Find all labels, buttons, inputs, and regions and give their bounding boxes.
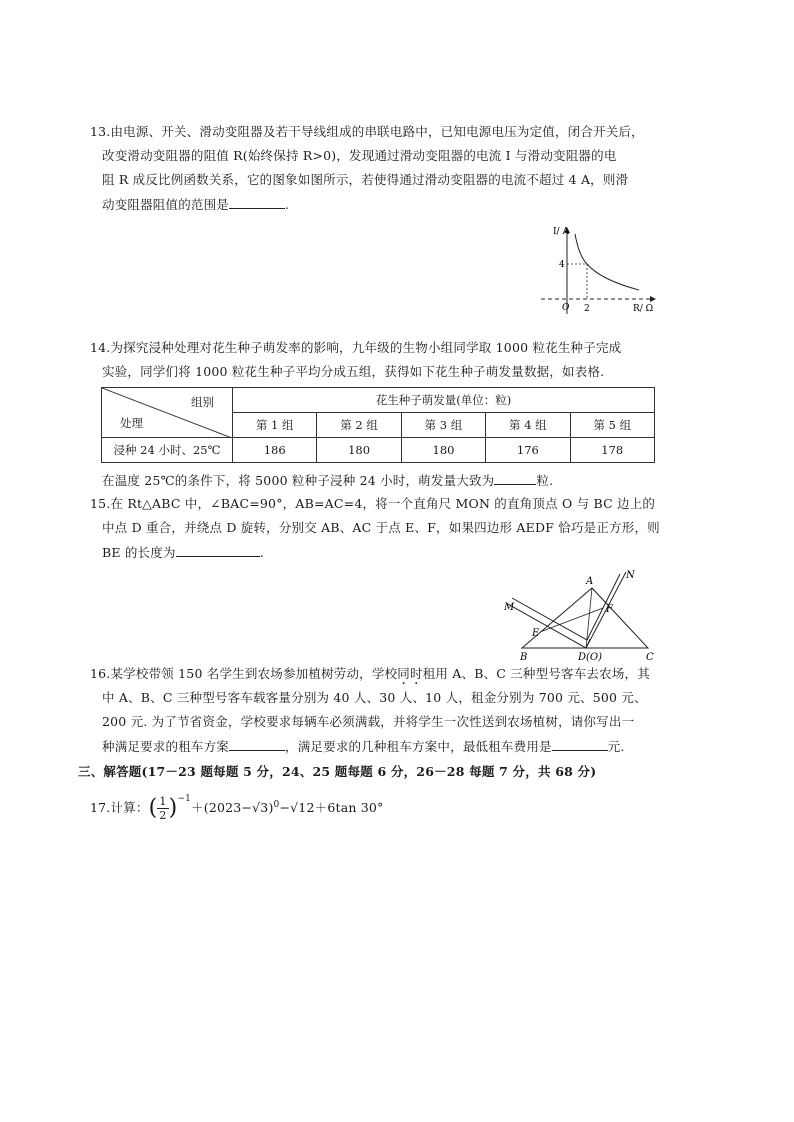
q16-line-3: 200 元. 为了节省资金，学校要求每辆车必须满载，并将学生一次性送到农场植树，请你写出一 <box>102 714 635 729</box>
table-cell: 180 <box>401 438 485 463</box>
label-e: E <box>532 628 540 639</box>
emphasis-char: 时 <box>410 666 423 681</box>
q15-line-3-text: BE 的长度为 <box>102 545 176 560</box>
right-paren: ) <box>168 795 178 821</box>
label-m: M <box>504 602 515 613</box>
row-label: 浸种 24 小时、25℃ <box>102 438 233 463</box>
inverse-proportion-graph <box>535 222 660 318</box>
table-cell: 176 <box>486 438 570 463</box>
fraction-numerator: 1 <box>159 795 167 809</box>
q14-line-1: 14.为探究浸种处理对花生种子萌发率的影响，九年级的生物小组同学取 1000 粒花生种子完成 <box>90 340 622 355</box>
label-do: D(O) <box>578 652 603 663</box>
q15-line-3-end: . <box>259 545 264 560</box>
fraction-denominator: 2 <box>159 809 167 823</box>
q16-line-1 <box>90 664 650 684</box>
q16-line-1-rest: 租用 A、B、C 三种型号客车去农场，其 <box>422 666 650 681</box>
q16-line-1-text: 16.某学校带领 150 名学生到农场参加植树劳动，学校 <box>90 666 398 681</box>
q14-line-3-text: 在温度 25℃的条件下，将 5000 粒种子浸种 24 小时，萌发量大致为 <box>102 473 495 488</box>
column-header: 第 4 组 <box>486 413 570 438</box>
answer-blank <box>229 736 285 751</box>
q13-line-4 <box>102 194 289 215</box>
label-n: N <box>626 570 635 581</box>
germination-table <box>101 387 655 463</box>
column-header: 第 1 组 <box>233 413 317 438</box>
section-3-heading: 三、解答题(17－23 题每题 5 分，24、25 题每题 6 分，26－28 每题 7 分，共 68 分) <box>78 764 597 779</box>
q13-line-1: 13.由电源、开关、滑动变阻器及若干导线组成的串联电路中，已知电源电压为定值，闭合开关后， <box>90 124 644 139</box>
fraction <box>157 795 168 822</box>
q16-line-2: 中 A、B、C 三种型号客车载客量分别为 40 人、30 人、10 人，租金分别为 700 元、500 元、 <box>102 690 647 705</box>
corner-label-treatment: 处理 <box>120 416 143 430</box>
q17-line <box>90 788 384 822</box>
q14-line-3 <box>102 470 553 491</box>
q13-line-3: 阻 R 成反比例函数关系，它的图象如图所示，若使得通过滑动变阻器的电流不超过 4 A，则滑 <box>102 172 629 187</box>
exponent-neg1: −1 <box>177 794 192 804</box>
q16-line-4 <box>102 736 625 757</box>
corner-label-group: 组别 <box>191 395 214 409</box>
q15-line-3 <box>102 542 264 563</box>
q15-line-2: 中点 D 重合，并绕点 D 旋转，分别交 AB、AC 于点 E、F，如果四边形 AEDF 恰巧是正方形，则 <box>102 520 660 535</box>
table-cell: 178 <box>570 438 654 463</box>
table-group-header: 花生种子萌发量(单位：粒) <box>233 388 655 413</box>
table-cell: 180 <box>317 438 401 463</box>
answer-blank <box>494 470 536 485</box>
column-header: 第 2 组 <box>317 413 401 438</box>
q13-line-4-end: . <box>285 197 290 212</box>
q13-line-4-text: 动变阻器阻值的范围是 <box>102 197 230 212</box>
answer-blank <box>552 736 608 751</box>
x-axis-label: R/ Ω <box>633 304 654 314</box>
y-tick-4: 4 <box>559 260 565 270</box>
label-a: A <box>586 576 594 587</box>
q14-line-3-end: 粒. <box>536 473 554 488</box>
triangle-rotation-figure <box>500 568 660 664</box>
table-row <box>102 438 655 463</box>
x-tick-2: 2 <box>584 304 590 314</box>
answer-blank <box>176 542 260 557</box>
q16-line-4-mid: ，满足要求的几种租车方案中，最低租车费用是 <box>285 739 552 754</box>
q15-line-1: 15.在 Rt△ABC 中，∠BAC=90°，AB=AC=4，将一个直角尺 MON 的直角顶点 O 与 BC 边上的 <box>90 496 656 511</box>
left-paren: ( <box>148 795 158 821</box>
emphasis-char: 同 <box>397 666 410 681</box>
exponent-zero: 0 <box>273 800 280 810</box>
column-header: 第 5 组 <box>570 413 654 438</box>
q13-line-2: 改变滑动变阻器的阻值 R(始终保持 R>0)，发现通过滑动变阻器的电流 I 与滑动变阻器的电 <box>102 148 617 163</box>
label-b: B <box>520 652 528 663</box>
table-cell: 186 <box>233 438 317 463</box>
table-corner-cell <box>102 388 233 438</box>
q14-line-2: 实验，同学们将 1000 粒花生种子平均分成五组，获得如下花生种子萌发量数据，如表格. <box>102 364 605 379</box>
origin-label: O <box>562 303 570 313</box>
y-axis-label: I/ A <box>553 227 569 237</box>
q17-tail: −√12＋6tan 30° <box>279 800 384 816</box>
q17-prefix: 17.计算： <box>90 800 149 816</box>
label-f: F <box>606 604 613 615</box>
answer-blank <box>229 194 285 209</box>
label-c: C <box>646 652 654 663</box>
q16-line-4-end: 元. <box>607 739 625 754</box>
column-header: 第 3 组 <box>401 413 485 438</box>
q16-line-4-text: 种满足要求的租车方案 <box>102 739 230 754</box>
q17-middle: ＋(2023−√3) <box>191 800 274 816</box>
hyperbola-curve <box>575 234 639 290</box>
